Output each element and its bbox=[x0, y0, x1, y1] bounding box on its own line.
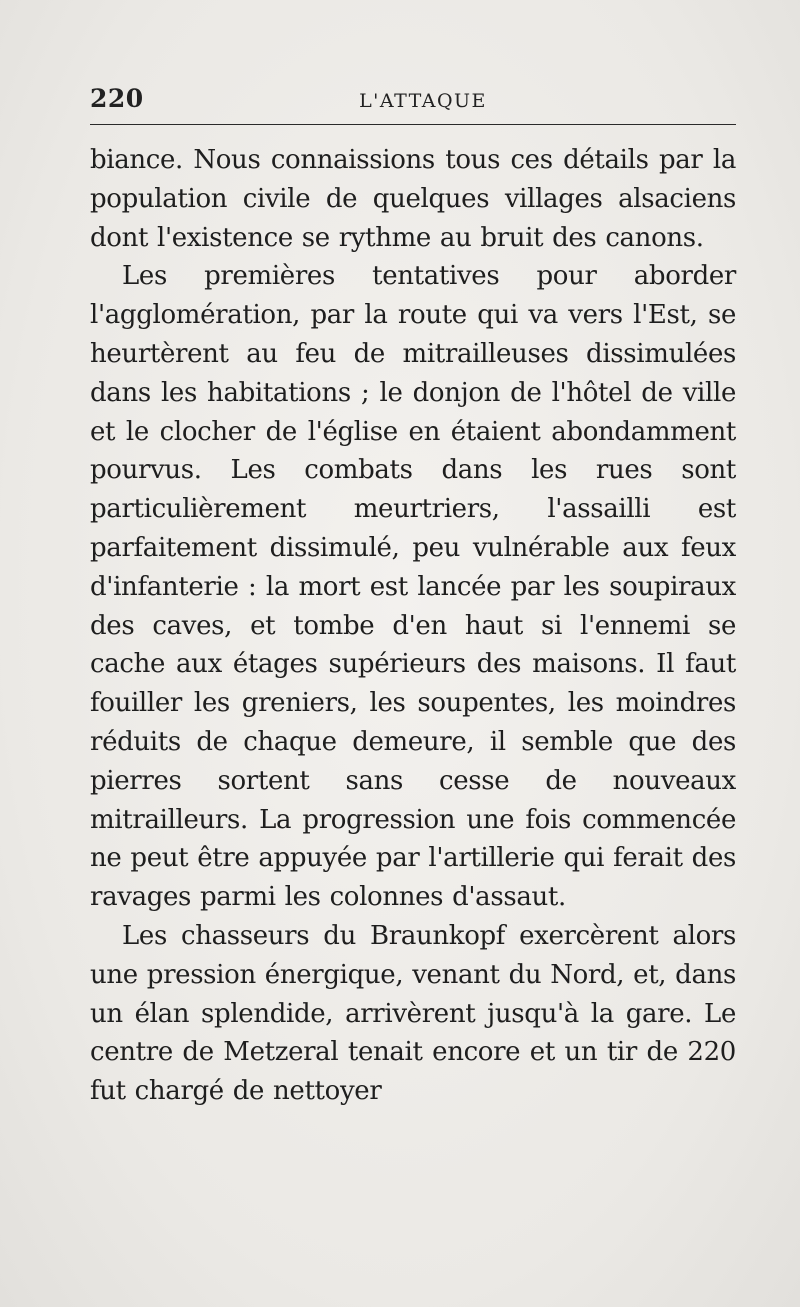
paragraph-continued: biance. Nous connaissions tous ces détails par la population civile de quelques villages alsaciens dont l'existence se rythme au bruit des canons. bbox=[90, 145, 736, 253]
paragraph: Les chasseurs du Braunkopf exercèrent alors une pression énergique, venant du Nord, et, dans un élan splendide, arrivèrent jusqu'à la gare. Le centre de Metzeral tenait encore et un tir de 220 fut chargé de nettoyer bbox=[90, 920, 736, 1107]
running-head bbox=[90, 82, 736, 120]
paragraph: Les premières tentatives pour aborder l'agglomération, par la route qui va vers l'Est, se heurtèrent au feu de mitrailleuses dissimulées dans les habitations ; le donjon de l'hôtel de ville et le clocher de l'église en étaient abondamment pourvus. Les combats dans les rues sont particulièrement meurtriers, l'assailli est parfaitement dissimulé, peu vulnérable aux feux d'infanterie : la mort est lancée par les soupiraux des caves, et tombe d'en haut si l'ennemi se cache aux étages supérieurs des maisons. Il faut fouiller les greniers, les soupentes, les moindres réduits de chaque demeure, il semble que des pierres sortent sans cesse de nouveaux mitrailleurs. La progression une fois commencée ne peut être appuyée par l'artillerie qui ferait des ravages parmi les colonnes d'assaut. bbox=[90, 261, 736, 913]
page-content bbox=[90, 82, 736, 1111]
running-title: L'ATTAQUE bbox=[359, 90, 487, 112]
body-text bbox=[90, 141, 736, 1111]
header-rule bbox=[90, 124, 736, 125]
page-number: 220 bbox=[90, 84, 144, 113]
